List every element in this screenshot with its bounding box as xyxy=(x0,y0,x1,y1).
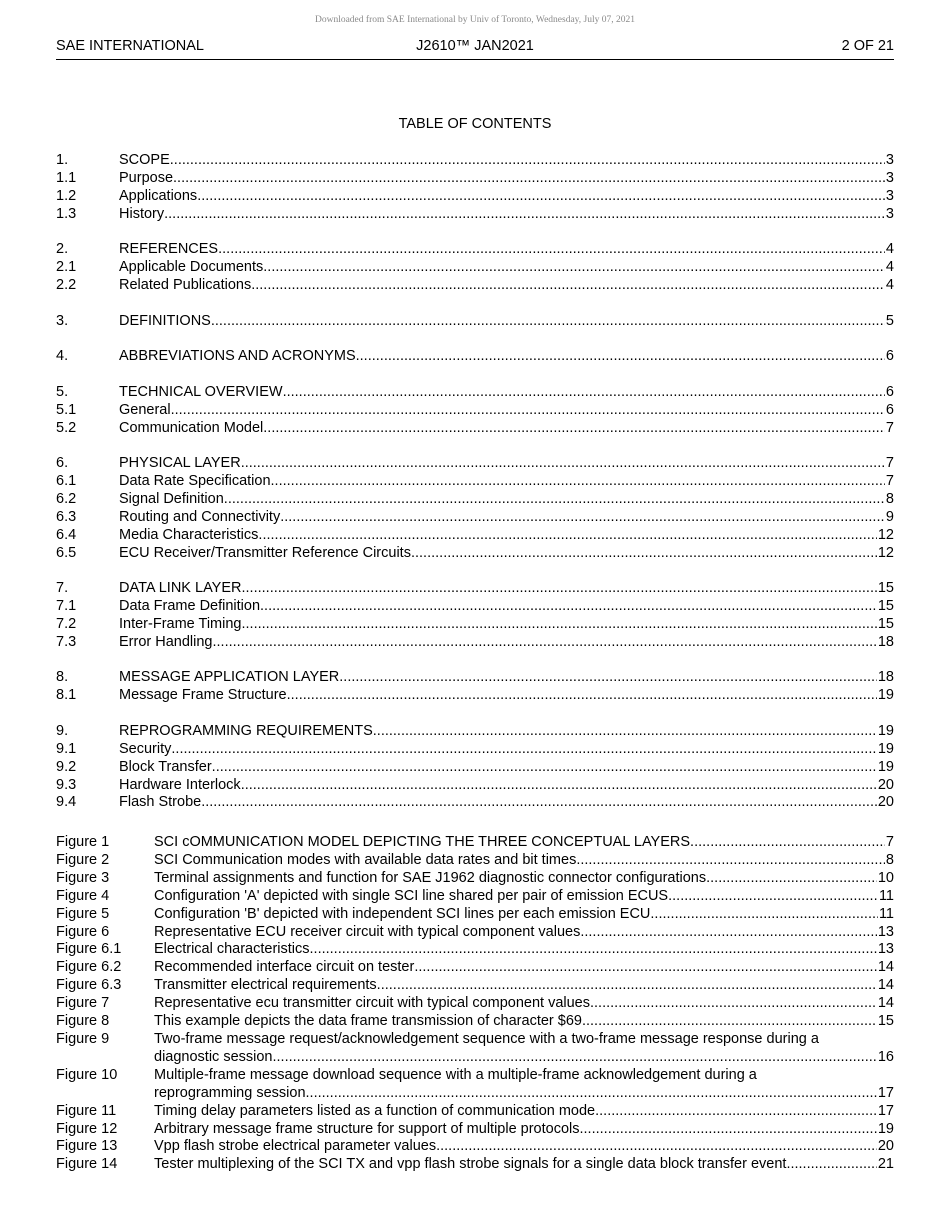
toc-sections xyxy=(56,152,894,812)
toc-entry-page: 18 xyxy=(877,633,894,650)
dot-leader xyxy=(576,852,885,870)
toc-entry-page: 12 xyxy=(877,526,894,543)
toc-entry[interactable] xyxy=(56,384,894,402)
toc-entry-page: 15 xyxy=(877,615,894,632)
toc-entry-page: 20 xyxy=(877,794,894,811)
toc-entry-title: Applications xyxy=(119,187,198,204)
figure-entry[interactable] xyxy=(56,1103,894,1121)
toc-entry-title: Error Handling xyxy=(119,633,213,650)
toc-entry-title: Data Frame Definition xyxy=(119,598,261,615)
dot-leader xyxy=(241,616,876,634)
toc-entry-number: 1. xyxy=(56,152,69,168)
toc-entry-title: Signal Definition xyxy=(119,490,224,507)
toc-entry-number: 7.1 xyxy=(56,598,77,615)
toc-entry-page: 7 xyxy=(885,455,894,472)
toc-entry-number: 1.3 xyxy=(56,205,77,222)
toc-entry-title: Applicable Documents xyxy=(119,259,264,276)
figure-entry-page: 13 xyxy=(877,923,894,940)
figure-entry-page: 11 xyxy=(878,887,894,904)
toc-entry[interactable] xyxy=(56,241,894,259)
toc-entry-number: 6. xyxy=(56,455,69,472)
dot-leader xyxy=(164,206,885,224)
toc-entry-number: 1.1 xyxy=(56,169,77,186)
dot-leader xyxy=(170,152,885,170)
figure-entry-number: Figure 6 xyxy=(56,923,110,940)
figure-entry-page: 14 xyxy=(877,977,894,994)
figure-entry-number: Figure 2 xyxy=(56,851,110,868)
toc-entry[interactable] xyxy=(56,473,894,491)
figure-entry-page: 11 xyxy=(878,905,894,922)
figure-entry[interactable] xyxy=(56,959,894,977)
page-header xyxy=(56,38,894,60)
figure-entry-number: Figure 10 xyxy=(56,1066,118,1083)
toc-title: TABLE OF CONTENTS xyxy=(398,116,552,132)
dot-leader xyxy=(212,759,877,777)
figure-entry[interactable] xyxy=(56,1013,894,1031)
dot-leader xyxy=(242,580,877,598)
dot-leader xyxy=(263,420,885,438)
figure-entry-page: 21 xyxy=(877,1156,894,1173)
figure-entry-title: SCI Communication modes with available data rates and bit times xyxy=(154,851,577,868)
toc-entry-title: Inter-Frame Timing xyxy=(119,615,242,632)
toc-entry-title: Message Frame Structure xyxy=(119,687,287,704)
figure-entry-page: 15 xyxy=(877,1013,894,1030)
toc-entry[interactable] xyxy=(56,420,894,438)
toc-entry[interactable] xyxy=(56,723,894,741)
figure-entry-title: SCI cOMMUNICATION MODEL DEPICTING THE THREE CONCEPTUAL LAYERS xyxy=(154,834,691,850)
figure-entry-title: Electrical characteristics xyxy=(154,941,310,958)
toc-entry[interactable] xyxy=(56,527,894,545)
toc-entry-number: 9. xyxy=(56,722,69,739)
figure-entry-page: 14 xyxy=(877,995,894,1012)
toc-entry-page: 15 xyxy=(877,598,894,615)
figure-entry[interactable] xyxy=(56,1156,894,1174)
figure-entry-title: Timing delay parameters listed as a function of communication mode xyxy=(154,1102,596,1119)
toc-entry-page: 3 xyxy=(885,152,894,168)
dot-leader xyxy=(414,959,877,977)
dot-leader xyxy=(706,870,877,888)
figure-entry-title: Transmitter electrical requirements xyxy=(154,977,377,994)
dot-leader xyxy=(280,509,885,527)
toc-entry-title: DATA LINK LAYER xyxy=(119,580,242,597)
figure-entry-title: Representative ECU receiver circuit with typical component values xyxy=(154,923,581,940)
toc-entry-number: 1.2 xyxy=(56,187,77,204)
toc-entry-number: 2.1 xyxy=(56,259,77,276)
toc-entry[interactable] xyxy=(56,491,894,509)
dot-leader xyxy=(436,1138,877,1156)
toc-entry-number: 6.2 xyxy=(56,490,77,507)
figure-entry-page: 7 xyxy=(885,834,894,850)
figure-entry-title: This example depicts the data frame transmission of character $69 xyxy=(154,1013,582,1030)
toc-entry[interactable] xyxy=(56,687,894,705)
toc-entry-page: 19 xyxy=(877,687,894,704)
toc-entry-number: 5.2 xyxy=(56,419,77,436)
toc-entry-title: MESSAGE APPLICATION LAYER xyxy=(119,669,340,686)
toc-entry-title: REFERENCES xyxy=(119,241,219,258)
figure-entry[interactable] xyxy=(56,995,894,1013)
figure-entry[interactable] xyxy=(56,888,894,906)
toc-entry[interactable] xyxy=(56,402,894,420)
toc-entry-number: 6.4 xyxy=(56,526,77,543)
figure-entry-page: 20 xyxy=(877,1138,894,1155)
figure-entry-page: 16 xyxy=(877,1048,894,1065)
figure-entry-number: Figure 5 xyxy=(56,905,110,922)
toc-entry-number: 6.5 xyxy=(56,544,77,561)
toc-entry-number: 7. xyxy=(56,580,69,597)
figure-entry[interactable] xyxy=(56,1138,894,1156)
toc-entry-page: 4 xyxy=(885,241,894,258)
toc-entry[interactable] xyxy=(56,313,894,331)
toc-entry-page: 3 xyxy=(885,187,894,204)
toc-entry-page: 8 xyxy=(885,490,894,507)
toc-entry-title: Flash Strobe xyxy=(119,794,202,811)
toc-entry[interactable] xyxy=(56,188,894,206)
dot-leader xyxy=(786,1156,876,1174)
figure-entry-title: Vpp flash strobe electrical parameter values xyxy=(154,1138,437,1155)
toc-entry-number: 9.2 xyxy=(56,758,77,775)
toc-entry-number: 4. xyxy=(56,348,69,365)
toc-entry[interactable] xyxy=(56,455,894,473)
toc-entry-title: ECU Receiver/Transmitter Reference Circuits xyxy=(119,544,411,561)
figure-entry-number: Figure 6.1 xyxy=(56,941,122,958)
dot-leader xyxy=(263,259,885,277)
header-organization: SAE INTERNATIONAL xyxy=(56,38,204,54)
dot-leader xyxy=(595,1103,877,1121)
toc-entry-title: Communication Model xyxy=(119,419,264,436)
toc-entry-title: Data Rate Specification xyxy=(119,473,271,490)
toc-entry[interactable] xyxy=(56,545,894,563)
dot-leader xyxy=(582,1013,877,1031)
toc-entry-page: 19 xyxy=(877,722,894,739)
figure-entry-number: Figure 14 xyxy=(56,1156,118,1173)
toc-entry[interactable] xyxy=(56,509,894,527)
toc-entry-page: 7 xyxy=(885,473,894,490)
toc-entry-page: 19 xyxy=(877,758,894,775)
dot-leader xyxy=(241,455,885,473)
figure-entry[interactable] xyxy=(56,852,894,870)
toc-entry[interactable] xyxy=(56,634,894,652)
toc-entry[interactable] xyxy=(56,777,894,795)
figure-entry-page: 14 xyxy=(877,959,894,976)
toc-entry-page: 9 xyxy=(885,508,894,525)
toc-entry-page: 6 xyxy=(885,383,894,400)
figure-entry[interactable] xyxy=(56,924,894,942)
toc-entry-title: ABBREVIATIONS AND ACRONYMS xyxy=(119,348,356,365)
dot-leader xyxy=(201,794,877,812)
figure-entry-number: Figure 13 xyxy=(56,1138,118,1155)
toc-entry-title: General xyxy=(119,401,171,418)
figure-entry[interactable] xyxy=(56,941,894,959)
figure-entry[interactable] xyxy=(56,834,894,852)
dot-leader xyxy=(283,384,885,402)
toc-entry-page: 19 xyxy=(877,740,894,757)
dot-leader xyxy=(287,687,877,705)
dot-leader xyxy=(260,598,877,616)
toc-entry-number: 8.1 xyxy=(56,687,77,704)
download-watermark: Downloaded from SAE International by Univ of Toronto, Wednesday, July 07, 2021 xyxy=(314,15,636,25)
toc-entry-number: 5. xyxy=(56,383,69,400)
toc-entry[interactable] xyxy=(56,170,894,188)
toc-entry-number: 2.2 xyxy=(56,277,77,294)
dot-leader xyxy=(218,241,885,259)
figure-entry-page: 17 xyxy=(877,1084,894,1101)
toc-entry-title: History xyxy=(119,205,165,222)
toc-entry-title: DEFINITIONS xyxy=(119,312,211,329)
toc-figures xyxy=(56,834,894,1174)
figure-entry[interactable] xyxy=(56,870,894,888)
figure-entry-title-line1: Multiple-frame message download sequence with a multiple-frame acknowledgement during a xyxy=(154,1066,757,1083)
figure-entry-title: Tester multiplexing of the SCI TX and vpp flash strobe signals for a single data block transfer event xyxy=(154,1156,787,1173)
toc-entry-title: PHYSICAL LAYER xyxy=(119,455,241,472)
toc-entry-title: Hardware Interlock xyxy=(119,776,241,793)
dot-leader xyxy=(306,1085,877,1103)
figure-entry-page: 13 xyxy=(877,941,894,958)
figure-entry-title: reprogramming session xyxy=(154,1084,306,1101)
dot-leader xyxy=(339,669,877,687)
dot-leader xyxy=(171,402,885,420)
dot-leader xyxy=(213,634,877,652)
toc-entry[interactable] xyxy=(56,152,894,170)
dot-leader xyxy=(411,545,877,563)
header-document-id: J2610™ JAN2021 xyxy=(416,38,534,54)
figure-entry-title: Configuration 'B' depicted with independent SCI lines per each emission ECU xyxy=(154,905,651,922)
toc-entry-page: 6 xyxy=(885,348,894,365)
toc-entry-number: 8. xyxy=(56,669,69,686)
figure-entry-page: 17 xyxy=(877,1102,894,1119)
dot-leader xyxy=(251,277,885,295)
toc-entry[interactable] xyxy=(56,348,894,366)
toc-entry[interactable] xyxy=(56,759,894,777)
toc-entry-page: 12 xyxy=(877,544,894,561)
toc-entry[interactable] xyxy=(56,580,894,598)
toc-entry[interactable] xyxy=(56,669,894,687)
figure-entry-page: 10 xyxy=(877,869,894,886)
toc-entry-page: 18 xyxy=(877,669,894,686)
toc-entry[interactable] xyxy=(56,616,894,634)
dot-leader xyxy=(171,741,876,759)
figure-entry-title-line1: Two-frame message request/acknowledgement sequence with a two-frame message response during a xyxy=(154,1030,819,1047)
toc-entry-page: 4 xyxy=(885,277,894,294)
toc-entry-page: 6 xyxy=(885,401,894,418)
figure-entry-number: Figure 6.3 xyxy=(56,977,122,994)
dot-leader xyxy=(377,977,877,995)
toc-entry-number: 7.2 xyxy=(56,615,77,632)
dot-leader xyxy=(590,995,877,1013)
figure-entry-title: Arbitrary message frame structure for support of multiple protocols xyxy=(154,1120,580,1137)
figure-entry-number: Figure 7 xyxy=(56,995,110,1012)
dot-leader xyxy=(211,313,885,331)
toc-entry-number: 5.1 xyxy=(56,401,77,418)
dot-leader xyxy=(580,1121,877,1139)
figure-entry-number: Figure 1 xyxy=(56,834,110,850)
dot-leader xyxy=(373,723,877,741)
toc-entry[interactable] xyxy=(56,741,894,759)
figure-entry-page: 19 xyxy=(877,1120,894,1137)
dot-leader xyxy=(241,777,877,795)
toc-entry[interactable] xyxy=(56,598,894,616)
dot-leader xyxy=(580,924,877,942)
figure-entry-number: Figure 6.2 xyxy=(56,959,122,976)
dot-leader xyxy=(310,941,877,959)
toc-entry-number: 6.3 xyxy=(56,508,77,525)
dot-leader xyxy=(668,888,878,906)
toc-entry-page: 7 xyxy=(885,419,894,436)
toc-entry-page: 15 xyxy=(877,580,894,597)
figure-entry-title: Terminal assignments and function for SAE J1962 diagnostic connector configurations xyxy=(154,869,707,886)
toc-entry[interactable] xyxy=(56,277,894,295)
toc-entry-page: 5 xyxy=(885,312,894,329)
toc-entry-page: 4 xyxy=(885,259,894,276)
figure-entry-title: diagnostic session xyxy=(154,1048,273,1065)
toc-entry-title: Block Transfer xyxy=(119,758,212,775)
figure-entry-number: Figure 3 xyxy=(56,869,110,886)
toc-entry-number: 9.1 xyxy=(56,740,77,757)
dot-leader xyxy=(650,906,878,924)
figure-entry-number: Figure 9 xyxy=(56,1030,110,1047)
toc-entry-title: Purpose xyxy=(119,169,174,186)
toc-entry-page: 3 xyxy=(885,205,894,222)
figure-entry-number: Figure 11 xyxy=(56,1102,117,1119)
figure-entry[interactable] xyxy=(56,1121,894,1139)
figure-entry[interactable] xyxy=(56,1031,894,1067)
dot-leader xyxy=(173,170,885,188)
figure-entry-number: Figure 4 xyxy=(56,887,110,904)
figure-entry-title: Recommended interface circuit on tester xyxy=(154,959,415,976)
toc-entry[interactable] xyxy=(56,259,894,277)
toc-entry-title: SCOPE xyxy=(119,152,170,168)
figure-entry-number: Figure 8 xyxy=(56,1013,110,1030)
dot-leader xyxy=(197,188,885,206)
figure-entry[interactable] xyxy=(56,906,894,924)
toc-entry-number: 9.3 xyxy=(56,776,77,793)
figure-entry-number: Figure 12 xyxy=(56,1120,118,1137)
toc-entry-number: 6.1 xyxy=(56,473,77,490)
figure-entry-title: Representative ecu transmitter circuit with typical component values xyxy=(154,995,590,1012)
dot-leader xyxy=(271,473,885,491)
figure-entry[interactable] xyxy=(56,1067,894,1103)
toc-entry[interactable] xyxy=(56,206,894,224)
toc-entry-title: Routing and Connectivity xyxy=(119,508,281,525)
header-page-number: 2 OF 21 xyxy=(841,38,894,54)
figure-entry-title: Configuration 'A' depicted with single SCI line shared per pair of emission ECUS xyxy=(154,887,669,904)
toc-entry[interactable] xyxy=(56,794,894,812)
toc-entry-title: REPROGRAMMING REQUIREMENTS xyxy=(119,722,373,739)
toc-entry-number: 9.4 xyxy=(56,794,77,811)
toc-entry-page: 20 xyxy=(877,776,894,793)
toc-entry-number: 7.3 xyxy=(56,633,77,650)
dot-leader xyxy=(690,834,885,852)
figure-entry[interactable] xyxy=(56,977,894,995)
dot-leader xyxy=(356,348,885,366)
toc-entry-number: 3. xyxy=(56,312,69,329)
toc-entry-title: TECHNICAL OVERVIEW xyxy=(119,383,283,400)
toc-entry-title: Related Publications xyxy=(119,277,252,294)
dot-leader xyxy=(273,1049,877,1067)
figure-entry-page: 8 xyxy=(885,851,894,868)
toc-entry-title: Security xyxy=(119,740,172,757)
toc-entry-number: 2. xyxy=(56,241,69,258)
dot-leader xyxy=(258,527,876,545)
toc-entry-page: 3 xyxy=(885,169,894,186)
toc-entry-title: Media Characteristics xyxy=(119,526,259,543)
dot-leader xyxy=(224,491,885,509)
